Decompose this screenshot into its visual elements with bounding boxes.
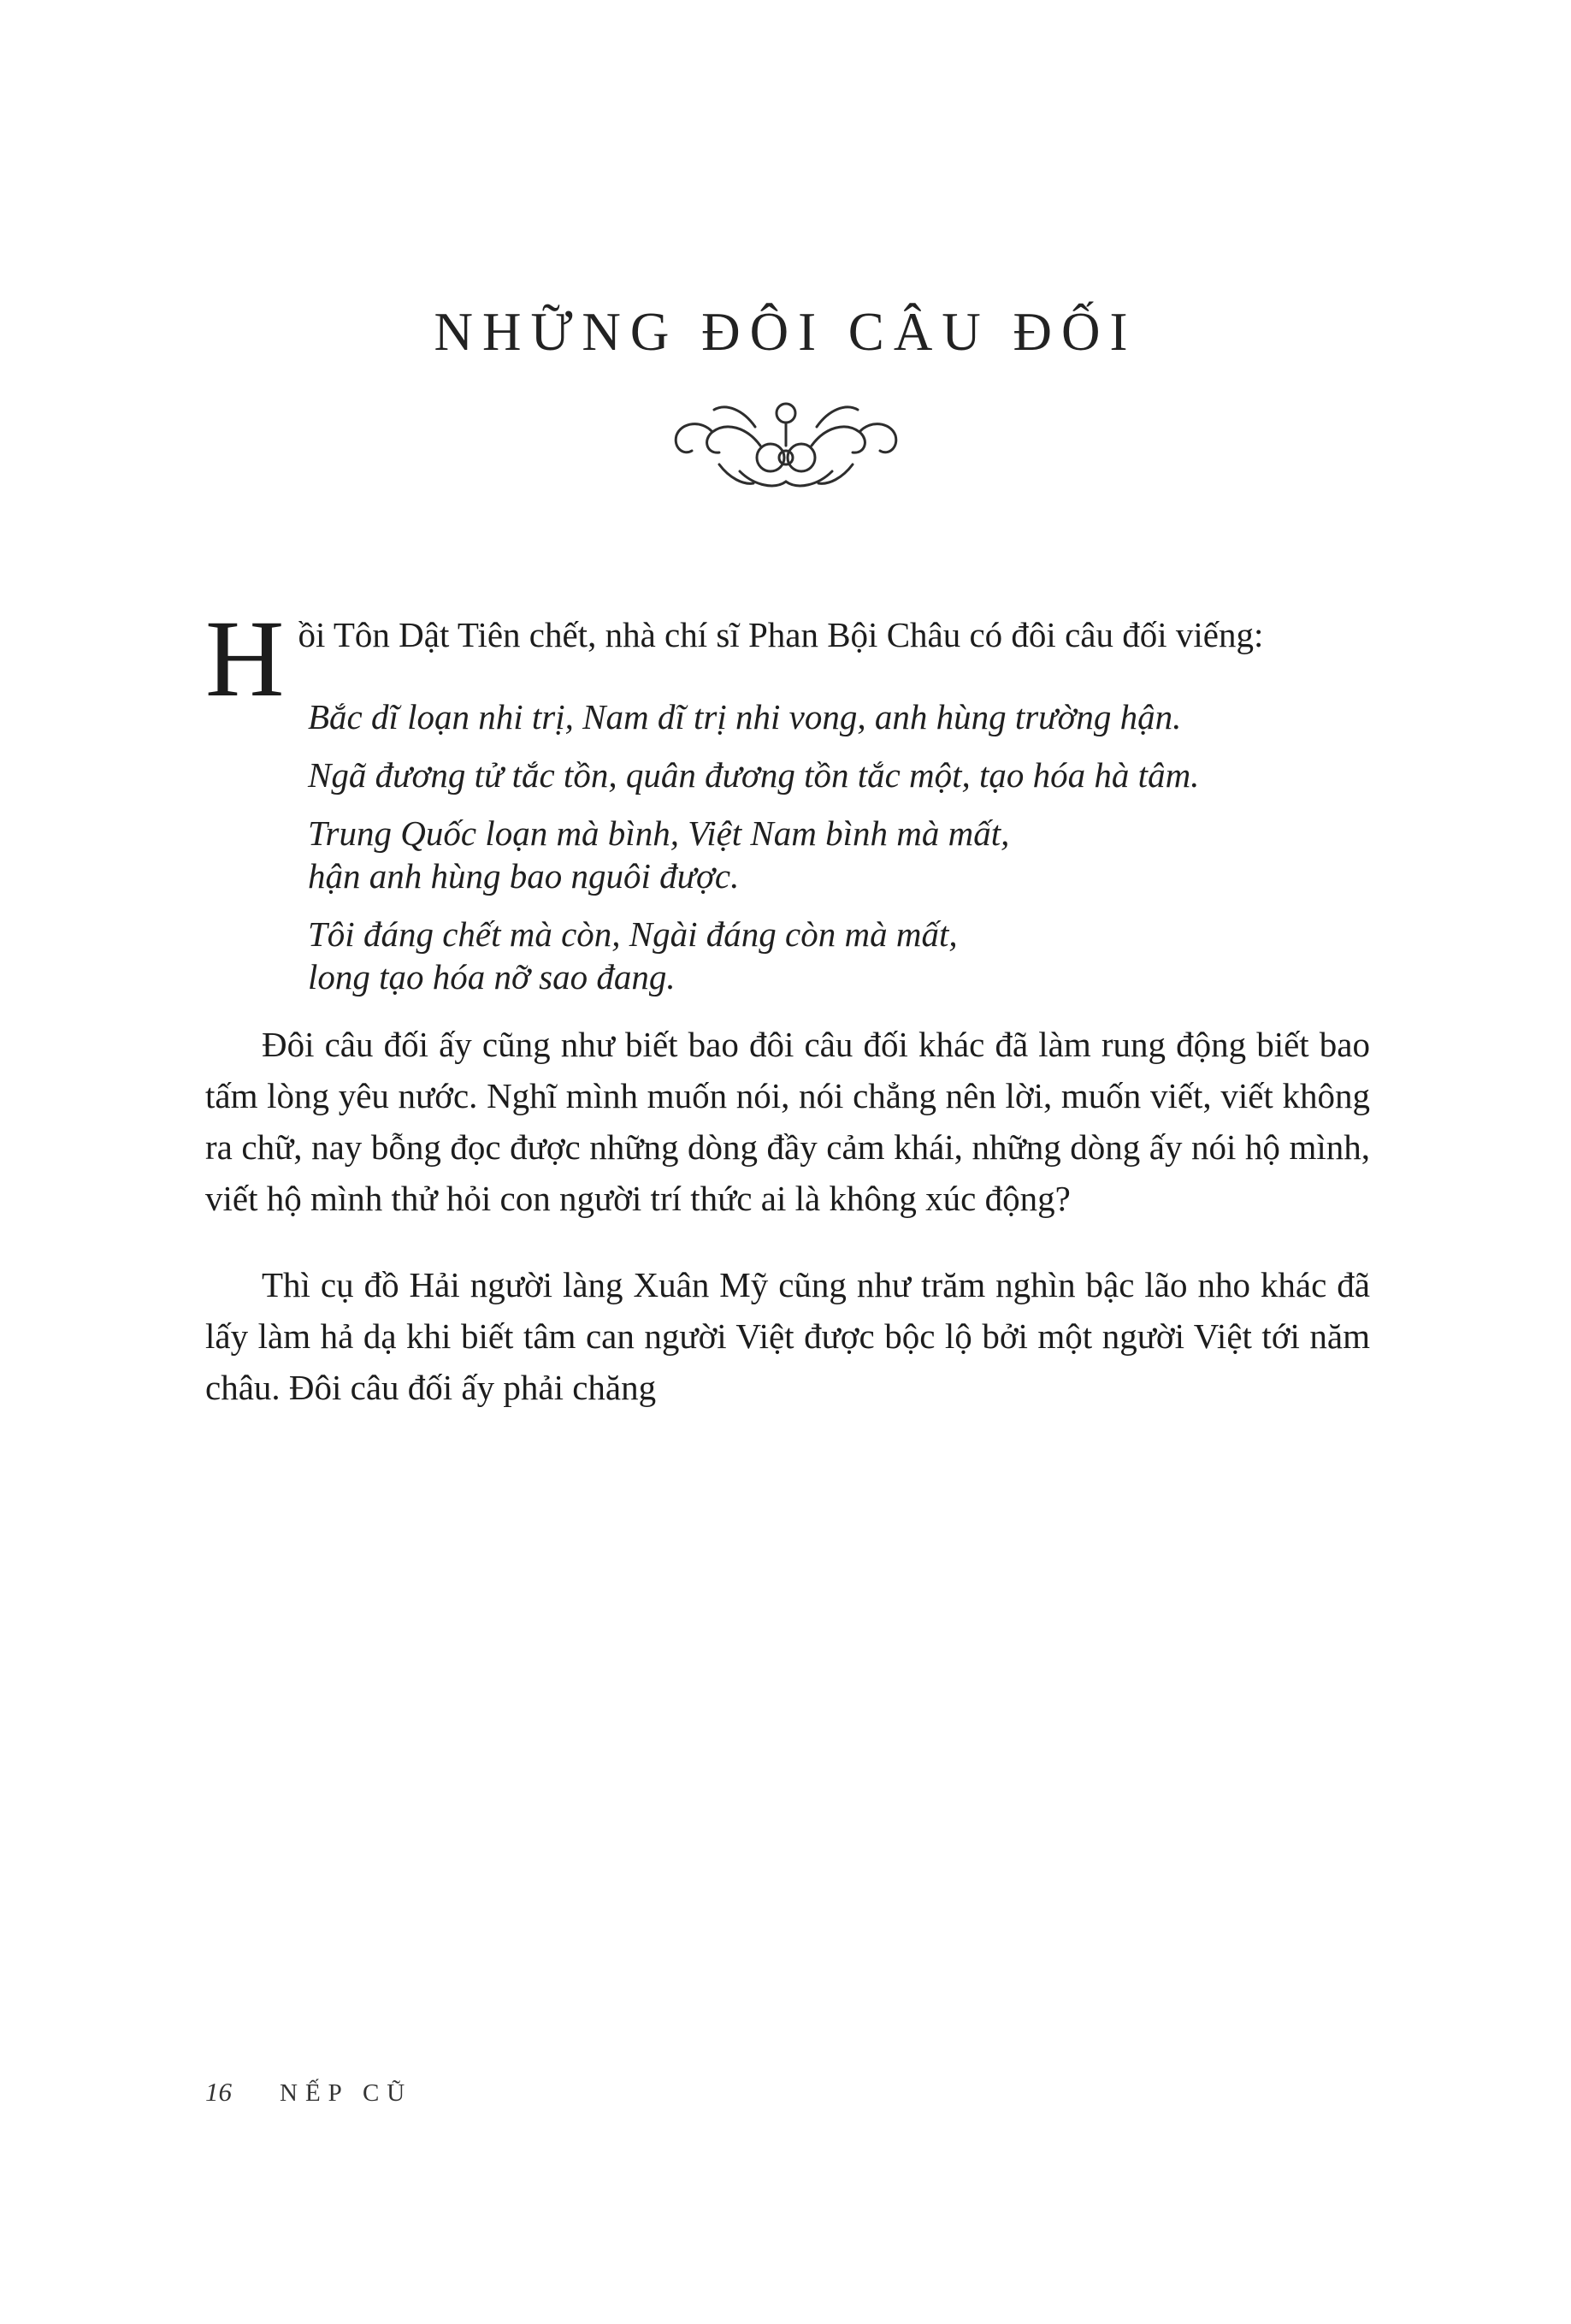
verse-line: Bắc dĩ loạn nhi trị, Nam dĩ trị nhi vong, anh hùng trường hận. (308, 697, 1182, 736)
chapter-title: NHỮNG ĐÔI CÂU ĐỐI (434, 302, 1137, 362)
paragraph: Đôi câu đối ấy cũng như biết bao đôi câu đối khác đã làm rung động biết bao tấm lòng yêu nước. Nghĩ mình muốn nói, nói chẳng nên lời, muốn viết, viết không ra chữ, nay bỗng đọc được những dòng đầy cảm khái, những dòng ấy nói hộ mình, viết hộ mình thử hỏi con người trí thức ai là không xúc động? (205, 1025, 1370, 1218)
verse-line: Trung Quốc loạn mà bình, Việt Nam bình mà mất, (308, 813, 1010, 853)
body-text-block (205, 598, 1370, 1413)
verse-line: Tôi đáng chết mà còn, Ngài đáng còn mà mất, (308, 914, 958, 954)
page-number: 16 (205, 2077, 232, 2107)
verse-block (308, 695, 1370, 998)
ornament-container (0, 393, 1571, 500)
verse-line: hận anh hùng bao nguôi được. (308, 856, 740, 896)
page-footer (205, 2077, 412, 2108)
verse-line: long tạo hóa nỡ sao đang. (308, 957, 676, 996)
running-title: NẾP CŨ (280, 2079, 413, 2107)
verse-line: Ngã đương tử tắc tồn, quân đương tồn tắc một, tạo hóa hà tâm. (308, 755, 1200, 795)
floral-scroll-ornament-icon (658, 393, 914, 495)
drop-cap: H (205, 598, 285, 719)
opening-paragraph-text: ồi Tôn Dật Tiên chết, nhà chí sĩ Phan Bội Châu có đôi câu đối viếng: (298, 615, 1264, 654)
paragraph: Thì cụ đồ Hải người làng Xuân Mỹ cũng như trăm nghìn bậc lão nho khác đã lấy làm hả dạ khi biết tâm can người Việt được bộc lộ bởi một người Việt tới năm châu. Đôi câu đối ấy phải chăng (205, 1265, 1370, 1407)
